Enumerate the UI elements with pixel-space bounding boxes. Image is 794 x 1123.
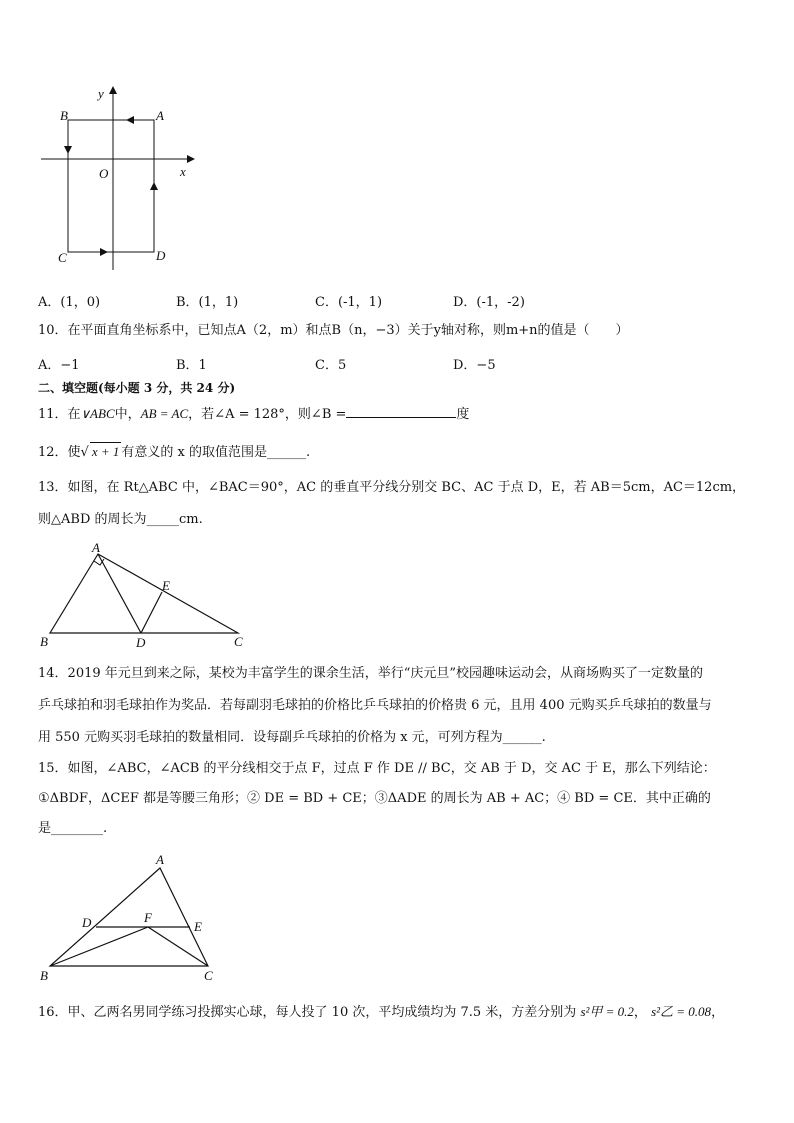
q16-variance-yi: s²乙 = 0.08 — [651, 1004, 712, 1019]
label-D: D — [136, 635, 146, 650]
q9-option-b: B．(1，1) — [176, 295, 239, 310]
triangle-abc — [50, 554, 238, 633]
label-E: E — [162, 578, 170, 593]
label-F: F — [144, 910, 152, 925]
section-heading: 二、填空题(每小题 3 分，共 24 分) — [38, 381, 236, 395]
q13-line2: 则△ABD 的周长为_____cm. — [38, 512, 203, 527]
q12-radicand: x + 1 — [91, 444, 120, 459]
segment-de — [141, 592, 162, 633]
q16-end: ， — [711, 1005, 725, 1020]
q11-condition: ，若∠A = 128°，则∠B = — [188, 407, 347, 422]
q9-option-c: C．(-1，1) — [315, 295, 383, 310]
label-y: y — [98, 86, 104, 101]
label-O: O — [99, 166, 109, 181]
label-A: A — [156, 108, 164, 123]
segment-bf — [50, 927, 148, 966]
q10-option-b: B．1 — [176, 358, 207, 373]
figure-right-triangle — [36, 540, 256, 652]
q10-option-d: D．−5 — [453, 358, 496, 373]
label-B: B — [40, 634, 48, 649]
label-x: x — [180, 164, 186, 179]
label-D: D — [156, 248, 166, 263]
q11-suffix: 度 — [456, 407, 470, 422]
q16-variance-jia: s²甲 = 0.2 — [580, 1004, 634, 1019]
label-E: E — [194, 919, 202, 934]
q13-line1: 13．如图，在 Rt△ABC 中，∠BAC＝90°，AC 的垂直平分线分别交 BC、AC 于点 D，E，若 AB＝5cm，AC＝12cm， — [38, 480, 746, 495]
q10-option-a: A．−1 — [38, 358, 80, 373]
q16-sep: ， — [633, 1005, 647, 1020]
q12-prefix: 12．使 — [38, 445, 81, 460]
arrow-bottom — [100, 248, 108, 256]
label-A: A — [92, 540, 100, 555]
figure-angle-bisectors — [36, 850, 226, 985]
q12 — [38, 442, 310, 462]
q11-answer-blank[interactable] — [346, 405, 456, 418]
label-A: A — [156, 852, 164, 867]
arrow-right — [150, 182, 158, 190]
q11-prefix: 11．在 — [38, 407, 81, 422]
sqrt-sign: √ — [80, 445, 89, 460]
q15-line1: 15．如图，∠ABC，∠ACB 的平分线相交于点 F，过点 F 作 DE // BC，交 AB 于 D，交 AC 于 E，那么下列结论： — [38, 761, 716, 776]
q11-triangle: ∨ABC — [80, 406, 115, 421]
q11 — [38, 405, 469, 424]
label-B: B — [40, 968, 48, 983]
q14-line1: 14．2019 年元旦到来之际，某校为丰富学生的课余生活，举行“庆元旦”校园趣味运动会，从商场购买了一定数量的 — [38, 666, 704, 681]
label-B: B — [60, 108, 68, 123]
right-angle-mark — [94, 559, 104, 565]
q10-text: 10．在平面直角坐标系中，已知点A（2，m）和点B（n，−3）关于y轴对称，则m+n的值是（ ） — [38, 323, 629, 338]
q14-line2: 乒乓球拍和羽毛球拍作为奖品．若每副羽毛球拍的价格比乒乓球拍的价格贵 6 元，且用 400 元购买乒乓球拍的数量与 — [38, 698, 712, 713]
rectangle-path — [68, 120, 154, 252]
q16 — [38, 1003, 724, 1022]
q12-suffix: 有意义的 x 的取值范围是______. — [121, 445, 311, 460]
q11-mid: 中， — [114, 407, 141, 422]
label-C: C — [58, 250, 67, 265]
label-D: D — [82, 915, 92, 930]
q10-option-c: C．5 — [315, 358, 347, 373]
q11-equation: AB = AC — [140, 406, 189, 421]
label-C: C — [234, 634, 243, 649]
q14-line3: 用 550 元购买羽毛球拍的数量相同．设每副乒乓球拍的价格为 x 元，可列方程为______. — [38, 730, 546, 745]
q9-option-d: D．(-1，-2) — [453, 295, 525, 310]
arrow-top — [126, 116, 134, 124]
q16-text: 16．甲、乙两名男同学练习投掷实心球，每人投了 10 次，平均成绩均为 7.5 米，方差分别为 — [38, 1005, 577, 1020]
q15-line2: ①ΔBDF，ΔCEF 都是等腰三角形；② DE = BD + CE；③ΔADE 的周长为 AB + AC；④ BD = CE．其中正确的 — [38, 791, 711, 806]
label-C: C — [204, 968, 213, 983]
q15-line3: 是________. — [38, 821, 108, 836]
figure-coordinate-rectangle — [36, 82, 206, 277]
arrow-left — [64, 146, 72, 154]
q9-option-a: A．(1，0) — [38, 295, 101, 310]
